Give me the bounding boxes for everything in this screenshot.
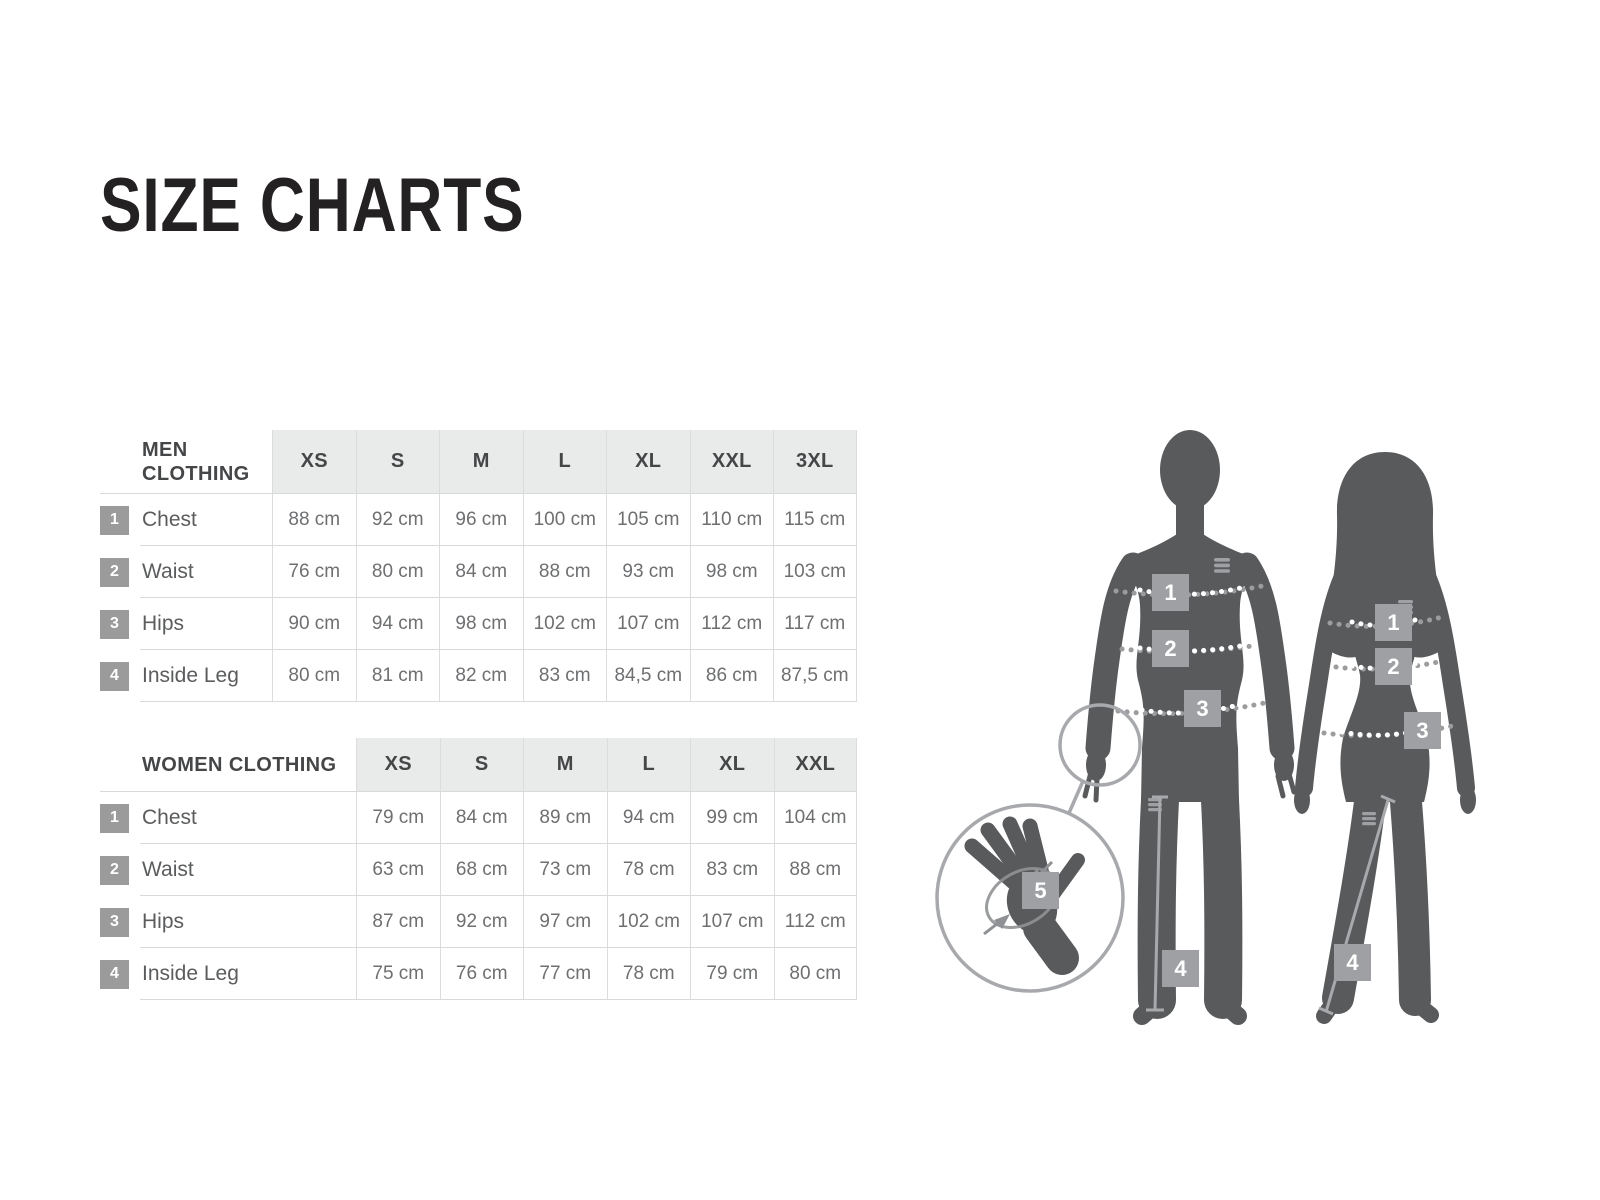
size-value-cell: 100 cm <box>523 494 607 546</box>
size-value-cell: 107 cm <box>606 598 690 650</box>
size-value-cell: 90 cm <box>272 598 356 650</box>
size-value-cell: 84 cm <box>439 546 523 598</box>
size-value-cell: 105 cm <box>606 494 690 546</box>
magnifier-connector <box>1069 781 1083 813</box>
man-inside-leg-badge: 4 <box>1174 956 1187 981</box>
men-clothing-table <box>100 430 857 702</box>
row-number-badge: 4 <box>100 662 129 691</box>
man-waist-badge: 2 <box>1164 636 1177 661</box>
row-number-badge: 1 <box>100 804 129 833</box>
size-value-cell: 107 cm <box>690 896 774 948</box>
size-value-cell: 102 cm <box>607 896 691 948</box>
size-header-cell: XS <box>356 738 440 792</box>
size-value-cell: 77 cm <box>523 948 607 1000</box>
size-header-cell: XXL <box>690 430 774 494</box>
row-number <box>100 896 140 948</box>
measurement-label: Hips <box>140 896 356 948</box>
size-value-cell: 99 cm <box>690 792 774 844</box>
size-value-cell: 110 cm <box>690 494 774 546</box>
size-value-cell: 112 cm <box>774 896 858 948</box>
size-header-cell: XXL <box>774 738 858 792</box>
size-value-cell: 75 cm <box>356 948 440 1000</box>
size-value-cell: 93 cm <box>606 546 690 598</box>
size-header-cell: S <box>440 738 524 792</box>
size-value-cell: 79 cm <box>356 792 440 844</box>
size-value-cell: 92 cm <box>440 896 524 948</box>
row-number <box>100 948 140 1000</box>
measurement-label: Inside Leg <box>140 948 356 1000</box>
row-number-badge: 3 <box>100 610 129 639</box>
size-value-cell: 98 cm <box>690 546 774 598</box>
size-header-cell: L <box>523 430 607 494</box>
size-value-cell: 80 cm <box>272 650 356 702</box>
size-value-cell: 83 cm <box>690 844 774 896</box>
size-header-cell: XL <box>606 430 690 494</box>
size-header-cell: L <box>607 738 691 792</box>
man-chest-badge: 1 <box>1164 580 1177 605</box>
measurement-label: Waist <box>140 546 272 598</box>
row-number-badge: 2 <box>100 856 129 885</box>
size-value-cell: 84,5 cm <box>606 650 690 702</box>
size-value-cell: 73 cm <box>523 844 607 896</box>
size-value-cell: 94 cm <box>356 598 440 650</box>
size-value-cell: 112 cm <box>690 598 774 650</box>
row-number <box>100 494 140 546</box>
woman-waist-badge: 2 <box>1387 654 1400 679</box>
size-value-cell: 87,5 cm <box>773 650 857 702</box>
woman-inside-leg-badge: 4 <box>1346 950 1359 975</box>
size-value-cell: 83 cm <box>523 650 607 702</box>
size-value-cell: 89 cm <box>523 792 607 844</box>
size-value-cell: 104 cm <box>774 792 858 844</box>
size-value-cell: 88 cm <box>774 844 858 896</box>
size-value-cell: 98 cm <box>439 598 523 650</box>
measurement-label: Hips <box>140 598 272 650</box>
size-value-cell: 102 cm <box>523 598 607 650</box>
size-value-cell: 80 cm <box>356 546 440 598</box>
row-number-badge: 1 <box>100 506 129 535</box>
size-value-cell: 115 cm <box>773 494 857 546</box>
size-value-cell: 88 cm <box>272 494 356 546</box>
page-title: SIZE CHARTS <box>100 163 525 248</box>
measurement-label: Chest <box>140 792 356 844</box>
size-header-cell: XL <box>690 738 774 792</box>
size-value-cell: 76 cm <box>440 948 524 1000</box>
women-table-title: WOMEN CLOTHING <box>100 738 356 792</box>
size-header-cell: M <box>523 738 607 792</box>
measurement-figure <box>900 400 1540 1060</box>
row-number-badge: 2 <box>100 558 129 587</box>
woman-hips-badge: 3 <box>1416 718 1429 743</box>
row-number <box>100 598 140 650</box>
size-header-cell: M <box>439 430 523 494</box>
size-value-cell: 82 cm <box>439 650 523 702</box>
measurement-label: Waist <box>140 844 356 896</box>
row-number <box>100 844 140 896</box>
size-header-cell: S <box>356 430 440 494</box>
men-table-title: MEN CLOTHING <box>100 430 272 494</box>
size-value-cell: 103 cm <box>773 546 857 598</box>
size-value-cell: 81 cm <box>356 650 440 702</box>
size-value-cell: 97 cm <box>523 896 607 948</box>
glove-palm-badge: 5 <box>1034 878 1047 903</box>
size-value-cell: 88 cm <box>523 546 607 598</box>
size-value-cell: 63 cm <box>356 844 440 896</box>
size-value-cell: 76 cm <box>272 546 356 598</box>
size-value-cell: 84 cm <box>440 792 524 844</box>
man-hips-badge: 3 <box>1196 696 1209 721</box>
size-value-cell: 86 cm <box>690 650 774 702</box>
row-number <box>100 650 140 702</box>
row-number <box>100 546 140 598</box>
row-number-badge: 4 <box>100 960 129 989</box>
size-value-cell: 78 cm <box>607 948 691 1000</box>
size-value-cell: 79 cm <box>690 948 774 1000</box>
row-number-badge: 3 <box>100 908 129 937</box>
man-silhouette <box>1124 430 1256 802</box>
row-number <box>100 792 140 844</box>
women-clothing-table <box>100 738 857 1000</box>
size-header-cell: XS <box>272 430 356 494</box>
size-value-cell: 94 cm <box>607 792 691 844</box>
woman-chest-badge: 1 <box>1387 610 1400 635</box>
size-value-cell: 117 cm <box>773 598 857 650</box>
size-value-cell: 96 cm <box>439 494 523 546</box>
size-header-cell: 3XL <box>773 430 857 494</box>
size-value-cell: 87 cm <box>356 896 440 948</box>
measurement-label: Inside Leg <box>140 650 272 702</box>
measurement-label: Chest <box>140 494 272 546</box>
size-value-cell: 68 cm <box>440 844 524 896</box>
size-value-cell: 92 cm <box>356 494 440 546</box>
size-value-cell: 80 cm <box>774 948 858 1000</box>
size-value-cell: 78 cm <box>607 844 691 896</box>
